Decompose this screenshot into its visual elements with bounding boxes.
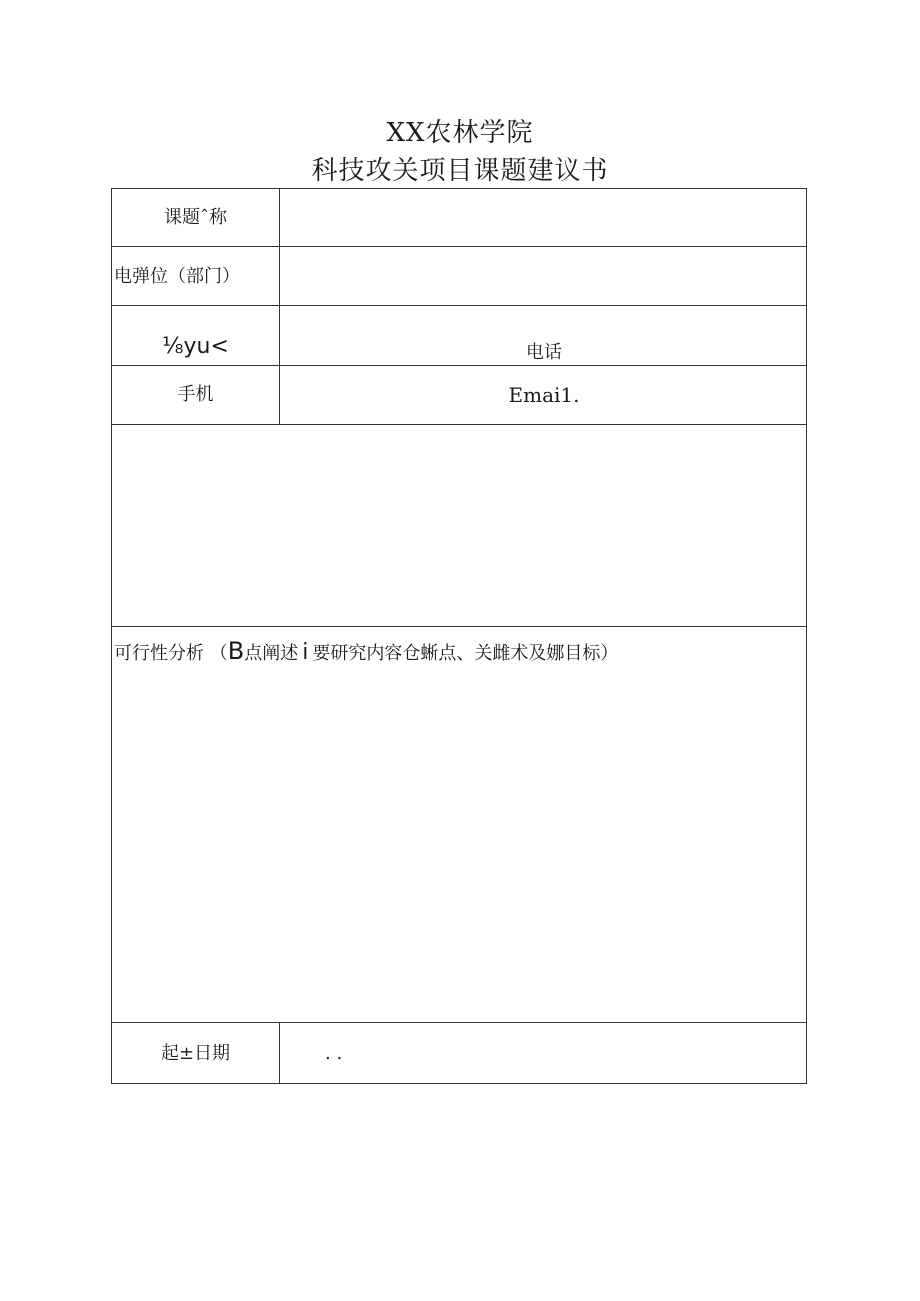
feasibility-analysis-heading: [114, 637, 619, 665]
feasibility-text-i: i: [302, 640, 309, 665]
row-divider: [112, 424, 806, 425]
start-end-date-field[interactable]: . .: [325, 1043, 343, 1064]
row-divider: [112, 365, 806, 366]
leader-label: ⅛yu<: [162, 334, 229, 359]
row-divider: [112, 305, 806, 306]
mobile-label: 手机: [177, 384, 214, 405]
document-title-line1: XX农林学院: [386, 118, 534, 148]
row-divider: [112, 1022, 806, 1023]
start-end-date-label: 起±日期: [160, 1043, 231, 1064]
topic-name-label: 课题ˆ称: [164, 207, 227, 228]
row-divider: [112, 626, 806, 627]
row-divider: [112, 246, 806, 247]
proposal-form-table: [111, 188, 807, 1084]
document-title-line2: 科技攻关项目课题建议书: [311, 156, 609, 186]
unit-department-label: 电弹位（部门）: [114, 266, 240, 287]
feasibility-text-b: B: [227, 637, 245, 665]
phone-label: 电话: [526, 342, 562, 363]
feasibility-text-part3: 要研究内容仓蜥点、关雌术及娜目标）: [312, 643, 619, 664]
feasibility-text-part2: 点阐述: [244, 643, 299, 664]
feasibility-text-part1: 可行性分析 （: [114, 643, 228, 664]
column-divider: [279, 1022, 280, 1084]
email-label: Emai1.: [508, 383, 580, 407]
